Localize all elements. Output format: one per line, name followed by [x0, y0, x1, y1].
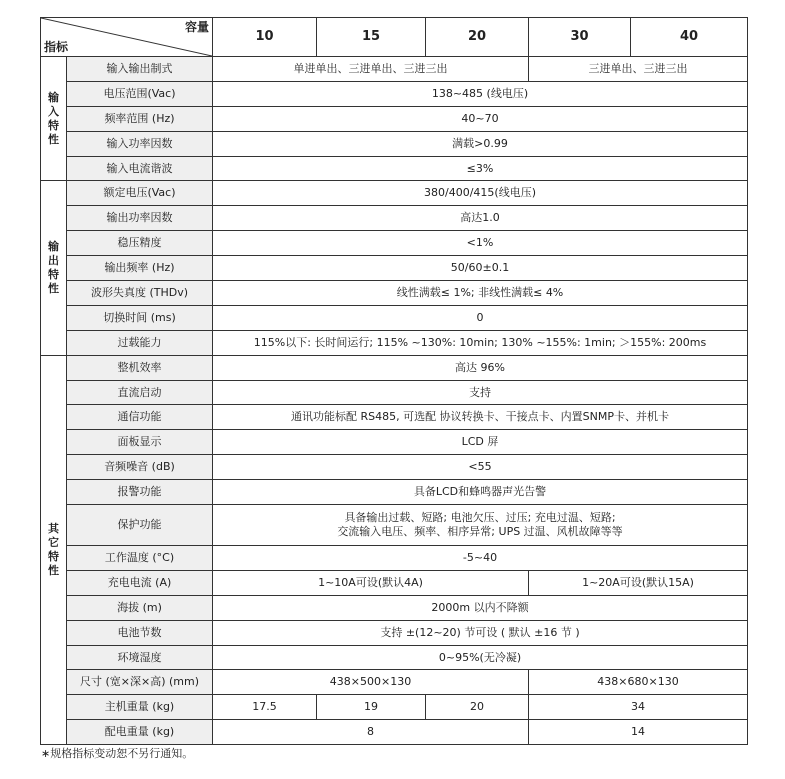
row-label: 尺寸 (宽×深×高) (mm)	[67, 670, 213, 695]
row-label: 环境湿度	[67, 645, 213, 670]
header-corner-cell	[41, 18, 213, 57]
row-label: 输入输出制式	[67, 57, 213, 82]
row-label: 配电重量 (kg)	[67, 720, 213, 745]
indicator-label: 指标	[44, 40, 69, 54]
row-label: 稳压精度	[67, 231, 213, 256]
row-label: 过载能力	[67, 330, 213, 355]
row-value: 2000m 以内不降额	[213, 595, 748, 620]
table-row	[41, 695, 748, 720]
row-label: 电压范围(Vac)	[67, 81, 213, 106]
capacity-10: 10	[213, 18, 317, 57]
row-label: 整机效率	[67, 355, 213, 380]
table-row	[41, 570, 748, 595]
row-label: 面板显示	[67, 430, 213, 455]
row-value: 14	[529, 720, 748, 745]
row-label: 音频噪音 (dB)	[67, 455, 213, 480]
row-value: 1~10A可设(默认4A)	[213, 570, 529, 595]
row-label: 额定电压(Vac)	[67, 181, 213, 206]
table-row	[41, 305, 748, 330]
row-value: 0	[213, 305, 748, 330]
row-label: 输出频率 (Hz)	[67, 256, 213, 281]
table-row	[41, 131, 748, 156]
capacity-15: 15	[317, 18, 426, 57]
group-other: 其它特性	[41, 355, 67, 744]
table-row	[41, 546, 748, 571]
row-value: 20	[426, 695, 529, 720]
row-label: 切换时间 (ms)	[67, 305, 213, 330]
table-row	[41, 405, 748, 430]
table-row	[41, 645, 748, 670]
row-label: 波形失真度 (THDv)	[67, 281, 213, 306]
row-value: 支持	[213, 380, 748, 405]
row-value: 50/60±0.1	[213, 256, 748, 281]
protection-line-2: 交流输入电压、频率、相序异常; UPS 过温、风机故障等等	[337, 525, 623, 539]
table-row	[41, 670, 748, 695]
table-row	[41, 106, 748, 131]
capacity-20: 20	[426, 18, 529, 57]
row-value: 17.5	[213, 695, 317, 720]
row-value: 高达 96%	[213, 355, 748, 380]
row-label: 输入电流谐波	[67, 156, 213, 181]
row-value: ≤3%	[213, 156, 748, 181]
row-value	[213, 505, 748, 546]
row-value: 单进单出、三进单出、三进三出	[213, 57, 529, 82]
row-value: 138~485 (线电压)	[213, 81, 748, 106]
row-label: 保护功能	[67, 505, 213, 546]
table-row	[41, 330, 748, 355]
row-label: 输出功率因数	[67, 206, 213, 231]
group-input: 输入特性	[41, 57, 67, 181]
row-value: -5~40	[213, 546, 748, 571]
row-value: 高达1.0	[213, 206, 748, 231]
group-output: 输出特性	[41, 181, 67, 355]
row-value: 线性满载≤ 1%; 非线性满载≤ 4%	[213, 281, 748, 306]
row-value: 1~20A可设(默认15A)	[529, 570, 748, 595]
table-row	[41, 231, 748, 256]
capacity-40: 40	[631, 18, 748, 57]
table-row	[41, 620, 748, 645]
row-value: 支持 ±(12~20) 节可设 ( 默认 ±16 节 )	[213, 620, 748, 645]
row-value: 三进单出、三进三出	[529, 57, 748, 82]
row-label: 海拔 (m)	[67, 595, 213, 620]
row-value: 438×680×130	[529, 670, 748, 695]
row-label: 输入功率因数	[67, 131, 213, 156]
row-value: 34	[529, 695, 748, 720]
table-row	[41, 256, 748, 281]
row-value: 438×500×130	[213, 670, 529, 695]
table-row	[41, 430, 748, 455]
row-value: 8	[213, 720, 529, 745]
footnote: ∗规格指标变动恕不另行通知。	[41, 747, 194, 760]
table-row	[41, 455, 748, 480]
protection-line-1: 具备输出过载、短路; 电池欠压、过压; 充电过温、短路;	[344, 511, 616, 525]
table-row	[41, 156, 748, 181]
table-row	[41, 380, 748, 405]
header-row	[41, 18, 748, 57]
table-row	[41, 480, 748, 505]
table-row	[41, 595, 748, 620]
spec-table	[40, 17, 748, 745]
capacity-label: 容量	[184, 20, 209, 34]
table-row	[41, 206, 748, 231]
row-value: <55	[213, 455, 748, 480]
table-row	[41, 720, 748, 745]
row-value: <1%	[213, 231, 748, 256]
row-value: 115%以下: 长时间运行; 115% ~130%: 10min; 130% ~155%: 1min; ＞155%: 200ms	[213, 330, 748, 355]
table-row	[41, 57, 748, 82]
row-label: 频率范围 (Hz)	[67, 106, 213, 131]
row-label: 工作温度 (°C)	[67, 546, 213, 571]
row-label: 直流启动	[67, 380, 213, 405]
row-label: 电池节数	[67, 620, 213, 645]
row-value: LCD 屏	[213, 430, 748, 455]
row-value: 380/400/415(线电压)	[213, 181, 748, 206]
row-value: 40~70	[213, 106, 748, 131]
table-row	[41, 505, 748, 546]
table-row	[41, 281, 748, 306]
table-row	[41, 81, 748, 106]
row-label: 主机重量 (kg)	[67, 695, 213, 720]
row-value: 通讯功能标配 RS485, 可选配 协议转换卡、干接点卡、内置SNMP卡、并机卡	[213, 405, 748, 430]
row-label: 报警功能	[67, 480, 213, 505]
row-value: 0~95%(无冷凝)	[213, 645, 748, 670]
row-value: 19	[317, 695, 426, 720]
capacity-30: 30	[529, 18, 631, 57]
row-value: 具备LCD和蜂鸣器声光告警	[213, 480, 748, 505]
row-label: 通信功能	[67, 405, 213, 430]
table-row	[41, 355, 748, 380]
row-value: 满载>0.99	[213, 131, 748, 156]
row-label: 充电电流 (A)	[67, 570, 213, 595]
table-row	[41, 181, 748, 206]
